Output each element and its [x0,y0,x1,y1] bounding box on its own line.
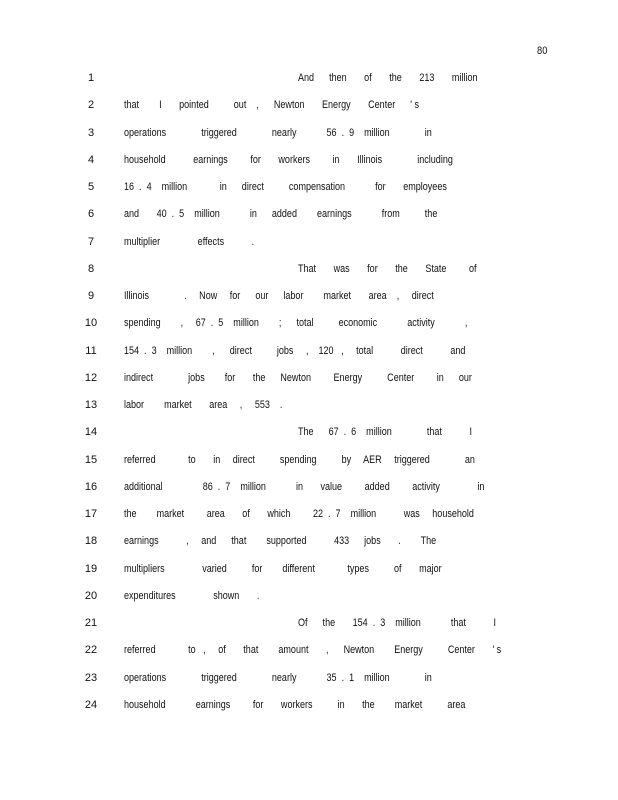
transcript-line [0,345,618,372]
line-text: expenditures shown . [124,589,260,602]
transcript-line [0,699,618,726]
line-text: household earnings for workers in Illinois including [124,153,453,166]
transcript-line [0,290,618,317]
line-number: 1 [87,72,95,84]
transcript-line [0,481,618,508]
line-number: 8 [87,262,95,275]
line-text: earnings , and that supported 433 jobs . The [124,535,437,548]
transcript-line [0,72,618,99]
line-number: 11 [85,344,97,357]
transcript-line [0,590,618,617]
line-text: And then of the 213 million [298,72,478,84]
line-text: 154 . 3 million , direct jobs , 120 , total direct and [124,344,466,357]
line-text: 16 . 4 million in direct compensation for employees [124,181,447,193]
page-number: 80 [537,45,548,57]
line-number: 6 [87,208,95,221]
line-number: 23 [84,671,98,684]
line-number: 4 [87,153,95,166]
line-text: and 40 . 5 million in added earnings from the [124,208,438,221]
line-number: 18 [84,535,98,548]
line-text: multiplier effects . [124,235,255,248]
transcript-line [0,236,618,263]
line-number: 19 [84,562,98,575]
line-text: labor market area , 553 . [124,399,283,411]
line-text: multipliers varied for different types of major [124,562,442,575]
line-number: 13 [84,399,98,411]
line-number: 3 [87,126,95,139]
transcript-line [0,454,618,481]
line-number: 21 [84,617,98,629]
line-text: referred to , of that amount , Newton Energy Center ' s [124,644,502,657]
transcript-line [0,181,618,208]
transcript-line [0,399,618,426]
line-text: indirect jobs for the Newton Energy Center in our [124,371,472,384]
line-number: 2 [87,99,95,112]
line-number: 5 [87,181,95,193]
transcript-line [0,372,618,399]
transcript-line [0,508,618,535]
line-number: 17 [84,508,98,520]
transcript-line [0,263,618,290]
line-text: operations triggered nearly 56 . 9 million in [124,126,432,139]
transcript-line [0,617,618,644]
transcript-line [0,426,618,453]
line-text: household earnings for workers in the market area [124,698,466,711]
transcript-line [0,208,618,235]
line-number: 14 [84,426,98,439]
line-number: 10 [84,317,98,330]
transcript-line [0,317,618,344]
transcript-line [0,672,618,699]
line-number: 16 [84,480,98,493]
line-number: 20 [84,589,98,602]
line-text: spending , 67 . 5 million ; total economic activity , [124,317,468,330]
line-number: 15 [84,453,98,466]
line-text: The 67 . 6 million that I [298,426,472,439]
line-text: Of the 154 . 3 million that I [298,617,497,629]
line-text: Illinois . Now for our labor market area , direct [124,290,434,302]
line-number: 9 [87,290,95,302]
line-number: 7 [87,235,95,248]
transcript-line [0,154,618,181]
line-text: operations triggered nearly 35 . 1 million in [124,671,432,684]
line-text: additional 86 . 7 million in value added activity in [124,480,485,493]
transcript-line [0,563,618,590]
line-number: 24 [84,698,98,711]
transcript-line [0,99,618,126]
line-text: the market area of which 22 . 7 million was household [124,508,474,520]
transcript-lines [0,72,618,726]
transcript-line [0,127,618,154]
line-text: that I pointed out , Newton Energy Center ' s [124,99,420,112]
line-text: That was for the State of [298,262,477,275]
line-number: 12 [84,371,98,384]
transcript-line [0,535,618,562]
line-text: referred to in direct spending by AER triggered an [124,453,475,466]
line-number: 22 [84,644,98,657]
transcript-line [0,644,618,671]
